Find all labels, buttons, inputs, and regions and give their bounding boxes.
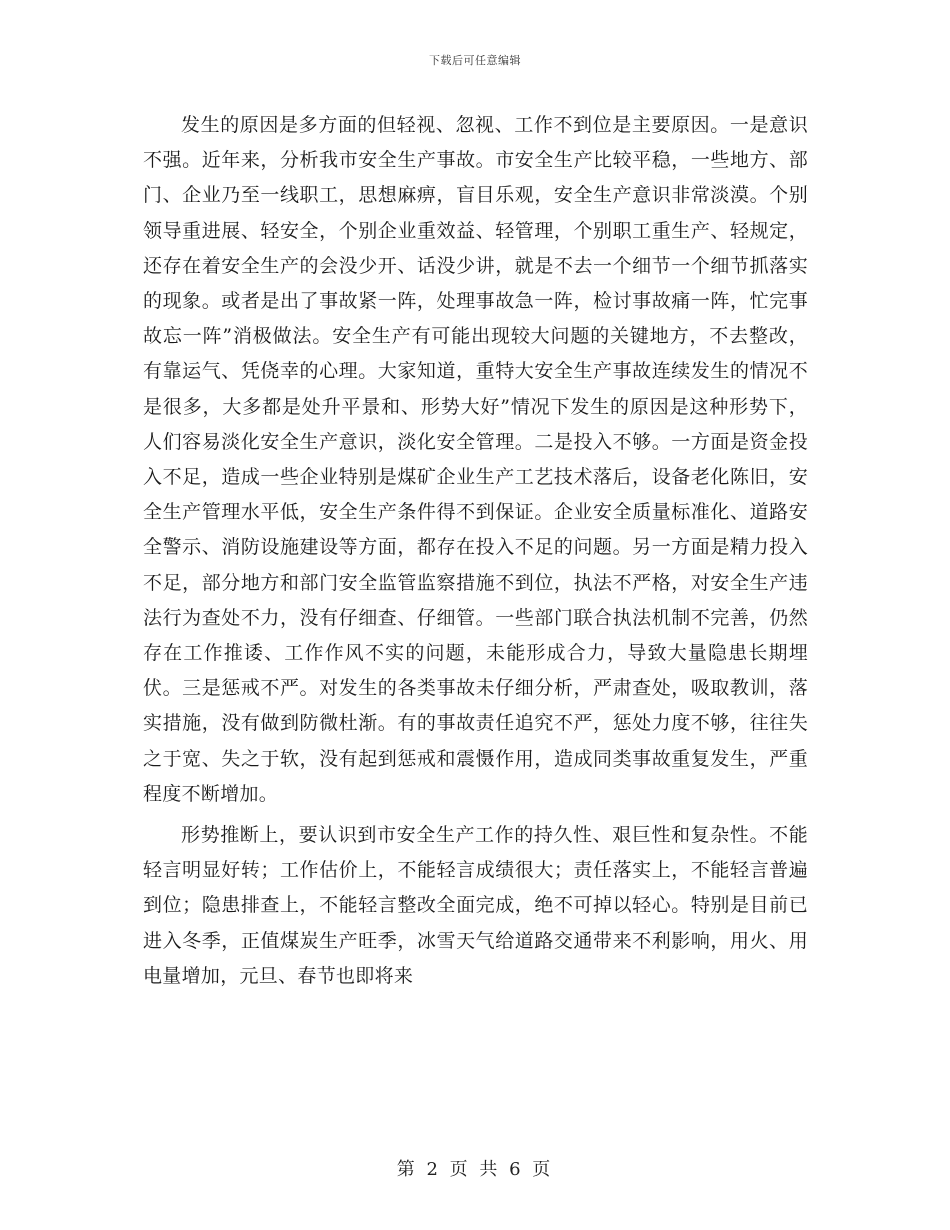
document-body bbox=[143, 108, 808, 1000]
page-header-note: 下载后可任意编辑 bbox=[429, 54, 521, 67]
body-paragraph-2: 形势推断上，要认识到市安全生产工作的持久性、艰巨性和复杂性。不能轻言明显好转；工作估价上，不能轻言成绩很大；责任落实上，不能轻言普遍到位；隐患排查上，不能轻言整改全面完成，绝不可掉以轻心。特别是目前已进入冬季，正值煤炭生产旺季，冰雪天气给道路交通带来不利影响，用火、用电量增加，元旦、春节也即将来 bbox=[143, 824, 808, 987]
page-number: 第 2 页 共 6 页 bbox=[396, 1159, 554, 1180]
body-paragraph-1: 发生的原因是多方面的但轻视、忽视、工作不到位是主要原因。一是意识不强。近年来，分析我市安全生产事故。市安全生产比较平稳，一些地方、部门、企业乃至一线职工，思想麻痹，盲目乐观，安全生产意识非常淡漠。个别领导重进展、轻安全，个别企业重效益、轻管理，个别职工重生产、轻规定，还存在着安全生产的会没少开、话没少讲，就是不去一个细节一个细节抓落实的现象。或者是出了事故紧一阵，处理事故急一阵，检讨事故痛一阵，忙完事故忘一阵”消极做法。安全生产有可能出现较大问题的关键地方，不去整改，有靠运气、凭侥幸的心理。大家知道，重特大安全生产事故连续发生的情况不是很多，大多都是处升平景和、形势大好”情况下发生的原因是这种形势下，人们容易淡化安全生产意识，淡化安全管理。二是投入不够。一方面是资金投入不足，造成一些企业特别是煤矿企业生产工艺技术落后，设备老化陈旧，安全生产管理水平低，安全生产条件得不到保证。企业安全质量标准化、道路安全警示、消防设施建设等方面，都存在投入不足的问题。另一方面是精力投入不足，部分地方和部门安全监管监察措施不到位，执法不严格，对安全生产违法行为查处不力，没有仔细查、仔细管。一些部门联合执法机制不完善，仍然存在工作推诿、工作作风不实的问题，未能形成合力，导致大量隐患长期埋伏。三是惩戒不严。对发生的各类事故未仔细分析，严肃查处，吸取教训，落实措施，没有做到防微杜渐。有的事故责任追究不严，惩处力度不够，往往失之于宽、失之于软，没有起到惩戒和震慑作用，造成同类事故重复发生，严重程度不断增加。 bbox=[143, 114, 808, 805]
